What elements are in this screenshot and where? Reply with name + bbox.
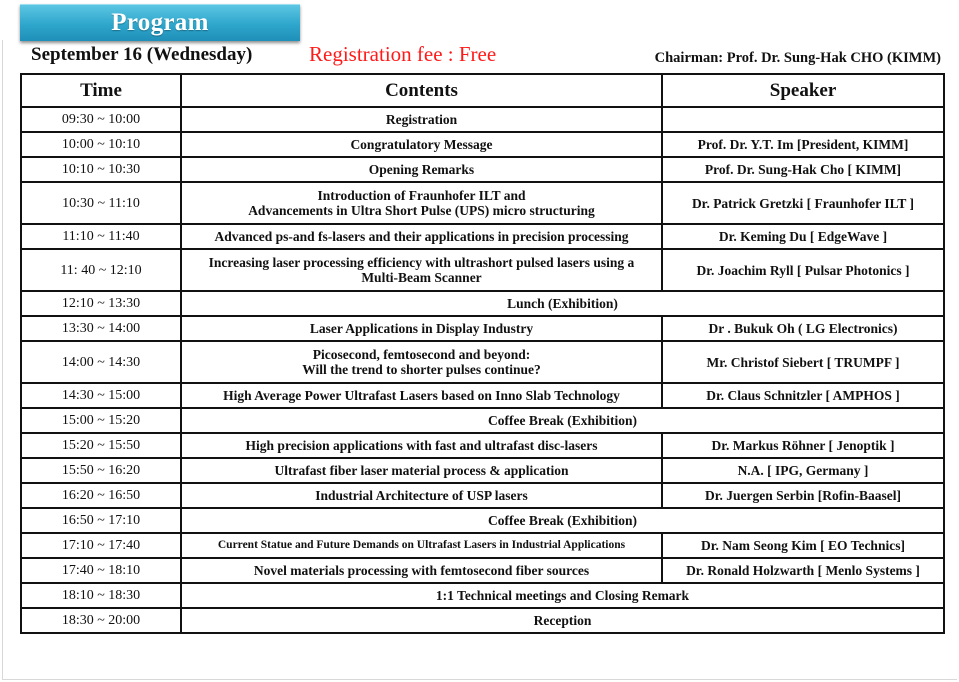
row-content-line-2: Multi-Beam Scanner: [361, 270, 482, 285]
table-row: [21, 316, 944, 341]
row-speaker: [662, 107, 944, 132]
row-content: Ultrafast fiber laser material process & application: [181, 458, 662, 483]
table-row: [21, 132, 944, 157]
row-content: Opening Remarks: [181, 157, 662, 182]
row-content: High Average Power Ultrafast Lasers based on Inno Slab Technology: [181, 383, 662, 408]
row-time: 15:50 ~ 16:20: [21, 458, 181, 483]
row-speaker: Dr. Claus Schnitzler [ AMPHOS ]: [662, 383, 944, 408]
row-time: 09:30 ~ 10:00: [21, 107, 181, 132]
table-row: [21, 291, 944, 316]
row-content-line-2: Will the trend to shorter pulses continue?: [302, 362, 541, 377]
row-content: Reception: [181, 608, 944, 633]
row-speaker: Dr. Keming Du [ EdgeWave ]: [662, 224, 944, 249]
column-header-time: Time: [21, 74, 181, 107]
table-row: [21, 182, 944, 224]
row-time: 11:10 ~ 11:40: [21, 224, 181, 249]
banner-title: Program: [111, 9, 209, 36]
table-row: [21, 483, 944, 508]
table-row: [21, 383, 944, 408]
row-speaker: Mr. Christof Siebert [ TRUMPF ]: [662, 341, 944, 383]
row-time: 10:30 ~ 11:10: [21, 182, 181, 224]
row-content: 1:1 Technical meetings and Closing Remark: [181, 583, 944, 608]
table-row: [21, 157, 944, 182]
row-speaker: Dr. Juergen Serbin [Rofin-Baasel]: [662, 483, 944, 508]
row-speaker: Dr. Nam Seong Kim [ EO Technics]: [662, 533, 944, 558]
program-table: [20, 73, 945, 634]
table-row: [21, 224, 944, 249]
chairman: Chairman: Prof. Dr. Sung-Hak CHO (KIMM): [654, 50, 941, 66]
table-row: [21, 583, 944, 608]
row-time: 11: 40 ~ 12:10: [21, 249, 181, 291]
row-time: 14:30 ~ 15:00: [21, 383, 181, 408]
table-row: [21, 558, 944, 583]
row-content: Advanced ps-and fs-lasers and their applications in precision processing: [181, 224, 662, 249]
row-content: Coffee Break (Exhibition): [181, 508, 944, 533]
table-row: [21, 608, 944, 633]
row-content-line-1: Picosecond, femtosecond and beyond:: [312, 347, 531, 362]
row-content: Novel materials processing with femtosecond fiber sources: [181, 558, 662, 583]
table-row: [21, 508, 944, 533]
row-content: [181, 249, 662, 291]
row-content: Industrial Architecture of USP lasers: [181, 483, 662, 508]
row-content: [181, 182, 662, 224]
table-row: [21, 433, 944, 458]
row-speaker: Dr. Markus Röhner [ Jenoptik ]: [662, 433, 944, 458]
table-row: [21, 408, 944, 433]
row-speaker: Dr . Bukuk Oh ( LG Electronics): [662, 316, 944, 341]
row-content: Coffee Break (Exhibition): [181, 408, 944, 433]
row-speaker: Prof. Dr. Y.T. Im [President, KIMM]: [662, 132, 944, 157]
row-speaker: N.A. [ IPG, Germany ]: [662, 458, 944, 483]
row-speaker: Dr. Joachim Ryll [ Pulsar Photonics ]: [662, 249, 944, 291]
table-row: [21, 458, 944, 483]
row-time: 15:20 ~ 15:50: [21, 433, 181, 458]
row-content: Lunch (Exhibition): [181, 291, 944, 316]
row-time: 15:00 ~ 15:20: [21, 408, 181, 433]
table-row: [21, 341, 944, 383]
row-content-line-2: Advancements in Ultra Short Pulse (UPS) micro structuring: [248, 203, 595, 218]
row-time: 10:10 ~ 10:30: [21, 157, 181, 182]
event-date: September 16 (Wednesday): [31, 44, 253, 65]
column-header-speaker: Speaker: [662, 74, 944, 107]
table-row: [21, 107, 944, 132]
row-time: 18:10 ~ 18:30: [21, 583, 181, 608]
row-content-line-1: Introduction of Fraunhofer ILT and: [317, 188, 526, 203]
table-row: [21, 249, 944, 291]
row-content: High precision applications with fast and ultrafast disc-lasers: [181, 433, 662, 458]
table-row: [21, 533, 944, 558]
row-content: Laser Applications in Display Industry: [181, 316, 662, 341]
row-speaker: Prof. Dr. Sung-Hak Cho [ KIMM]: [662, 157, 944, 182]
row-time: 12:10 ~ 13:30: [21, 291, 181, 316]
row-time: 16:50 ~ 17:10: [21, 508, 181, 533]
row-content: Current Statue and Future Demands on Ultrafast Lasers in Industrial Applications: [181, 533, 662, 558]
row-speaker: Dr. Ronald Holzwarth [ Menlo Systems ]: [662, 558, 944, 583]
row-content: [181, 341, 662, 383]
row-time: 17:10 ~ 17:40: [21, 533, 181, 558]
row-time: 14:00 ~ 14:30: [21, 341, 181, 383]
program-banner: [20, 4, 300, 41]
row-time: 17:40 ~ 18:10: [21, 558, 181, 583]
row-content-line-1: Increasing laser processing efficiency with ultrashort pulsed lasers using a: [208, 255, 635, 270]
table-header-row: [21, 74, 944, 107]
row-speaker: Dr. Patrick Gretzki [ Fraunhofer ILT ]: [662, 182, 944, 224]
row-content: Registration: [181, 107, 662, 132]
row-time: 13:30 ~ 14:00: [21, 316, 181, 341]
row-time: 16:20 ~ 16:50: [21, 483, 181, 508]
row-time: 18:30 ~ 20:00: [21, 608, 181, 633]
row-time: 10:00 ~ 10:10: [21, 132, 181, 157]
row-content: Congratulatory Message: [181, 132, 662, 157]
column-header-contents: Contents: [181, 74, 662, 107]
registration-fee: Registration fee : Free: [309, 42, 497, 66]
